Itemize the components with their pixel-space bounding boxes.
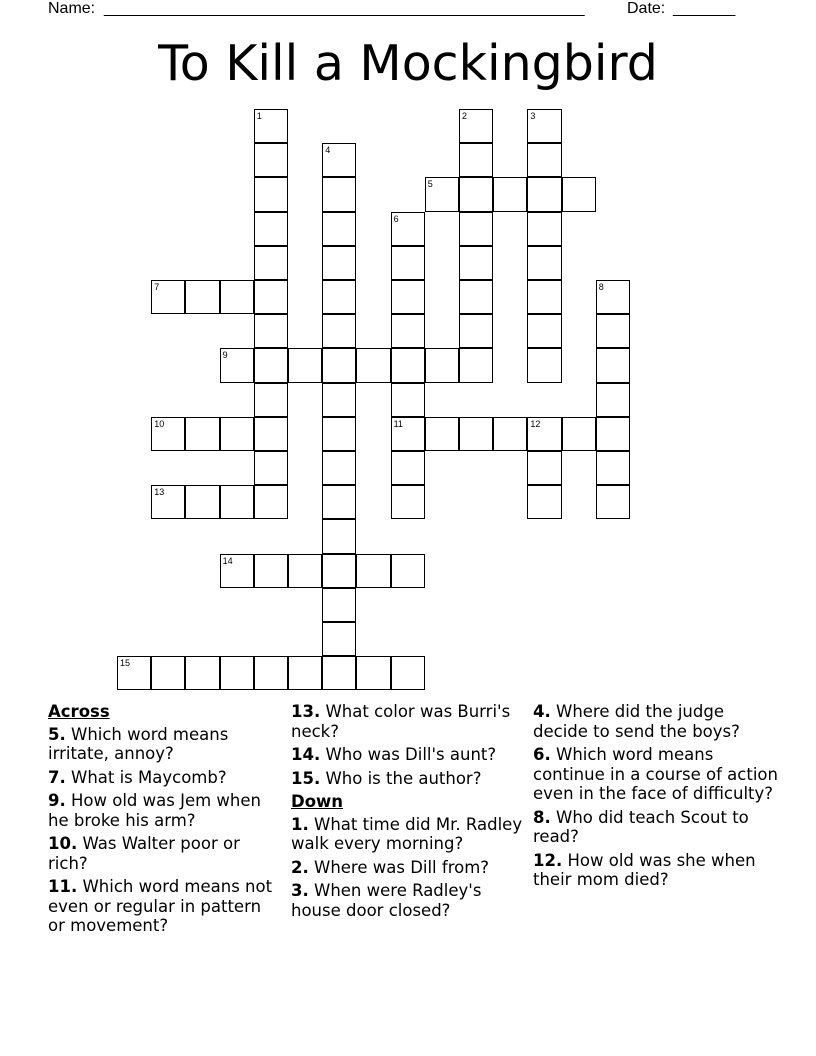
clue-down-6 <box>533 745 783 804</box>
clues-column-3 <box>533 702 783 894</box>
grid-cell[interactable] <box>562 177 596 211</box>
grid-cell[interactable] <box>596 383 630 417</box>
grid-cell[interactable] <box>322 417 356 451</box>
clue-across-7 <box>48 768 274 788</box>
grid-cell[interactable] <box>493 417 527 451</box>
grid-cell[interactable] <box>322 622 356 656</box>
clue-number-label: 12 <box>530 418 541 429</box>
grid-cell[interactable] <box>391 451 425 485</box>
grid-cell[interactable] <box>356 348 390 382</box>
grid-cell[interactable] <box>459 212 493 246</box>
grid-cell[interactable] <box>425 417 459 451</box>
grid-cell[interactable] <box>254 451 288 485</box>
clue-number: 13. <box>291 702 321 721</box>
puzzle-title: To Kill a Mockingbird <box>158 35 658 92</box>
grid-cell[interactable] <box>459 417 493 451</box>
name-field[interactable]: ______________________________________________________ <box>104 0 585 17</box>
grid-cell[interactable] <box>596 451 630 485</box>
grid-cell[interactable] <box>322 280 356 314</box>
grid-cell[interactable] <box>391 280 425 314</box>
clue-number-label: 6 <box>393 213 399 224</box>
grid-cell[interactable] <box>254 554 288 588</box>
grid-cell[interactable] <box>527 314 561 348</box>
clue-number: 4. <box>533 702 551 721</box>
clue-down-2 <box>291 858 526 878</box>
clue-number: 3. <box>291 881 309 900</box>
clue-number-label: 1 <box>256 111 262 121</box>
grid-cell[interactable] <box>322 451 356 485</box>
grid-cell[interactable] <box>185 656 219 690</box>
clue-number-label: 15 <box>120 658 131 669</box>
clue-across-5 <box>48 725 274 764</box>
worksheet-header <box>48 0 768 20</box>
grid-cell[interactable] <box>459 177 493 211</box>
grid-cell[interactable] <box>254 212 288 246</box>
clue-number: 8. <box>533 807 551 827</box>
clue-number: 5. <box>48 724 66 744</box>
grid-cell[interactable] <box>322 177 356 211</box>
grid-cell[interactable] <box>220 417 254 451</box>
clue-number: 1. <box>291 814 309 834</box>
clue-text: Where did the judge decide to send the boys? <box>533 702 740 741</box>
clue-number-label: 4 <box>325 145 331 156</box>
clue-number-label: 9 <box>222 350 228 361</box>
clue-number-label: 7 <box>154 282 160 292</box>
grid-cell[interactable] <box>527 246 561 280</box>
grid-cell[interactable] <box>322 656 356 690</box>
grid-cell[interactable] <box>562 417 596 451</box>
grid-cell[interactable] <box>254 143 288 177</box>
grid-cell[interactable] <box>322 485 356 519</box>
clue-text: How old was Jem when he broke his arm? <box>48 791 261 830</box>
clue-across-9 <box>48 791 274 830</box>
grid-cell[interactable] <box>254 314 288 348</box>
grid-cell[interactable] <box>288 656 322 690</box>
clue-text: Which word means not even or regular in pattern or movement? <box>48 877 273 935</box>
grid-cell[interactable] <box>185 417 219 451</box>
date-label: Date: <box>627 0 666 17</box>
grid-cell[interactable] <box>254 280 288 314</box>
clue-text: Which word means irritate, annoy? <box>48 724 229 763</box>
grid-cell[interactable] <box>459 246 493 280</box>
grid-cell[interactable] <box>322 554 356 588</box>
grid-cell[interactable] <box>151 656 185 690</box>
clue-number: 6. <box>533 745 551 764</box>
grid-cell[interactable] <box>185 280 219 314</box>
grid-cell[interactable] <box>220 656 254 690</box>
clue-number-label: 5 <box>427 179 433 190</box>
grid-cell[interactable] <box>459 280 493 314</box>
clue-down-4 <box>533 702 783 741</box>
clue-text: What color was Burri's neck? <box>291 702 511 741</box>
grid-cell[interactable] <box>596 485 630 519</box>
clue-text: Was Walter poor or rich? <box>48 834 240 873</box>
clues-column-1 <box>48 702 274 940</box>
clue-number: 12. <box>533 850 563 870</box>
grid-cell[interactable] <box>493 177 527 211</box>
clue-text: When were Radley's house door closed? <box>291 881 482 920</box>
grid-cell[interactable] <box>254 417 288 451</box>
clue-text: Where was Dill from? <box>314 857 490 877</box>
clue-number-label: 14 <box>222 555 233 566</box>
clue-number: 15. <box>291 768 321 788</box>
grid-cell[interactable] <box>596 348 630 382</box>
grid-cell[interactable] <box>527 485 561 519</box>
grid-cell[interactable] <box>322 246 356 280</box>
grid-cell[interactable] <box>254 348 288 382</box>
grid-cell[interactable] <box>322 588 356 622</box>
clue-number-label: 2 <box>462 111 468 121</box>
grid-cell[interactable] <box>254 177 288 211</box>
date-field[interactable]: _______ <box>673 0 736 17</box>
clue-text: Who was Dill's aunt? <box>325 745 497 764</box>
clue-across-11 <box>48 877 274 936</box>
grid-cell[interactable] <box>527 451 561 485</box>
clue-number-label: 3 <box>530 111 536 121</box>
clue-across-13 <box>291 702 526 741</box>
clue-number-label: 8 <box>598 282 604 292</box>
clue-text: Who is the author? <box>325 768 482 788</box>
clue-number: 9. <box>48 791 66 810</box>
grid-cell[interactable] <box>356 554 390 588</box>
down-heading: Down <box>291 792 344 811</box>
grid-cell[interactable] <box>596 417 630 451</box>
clue-across-14 <box>291 745 526 765</box>
clue-text: What is Maycomb? <box>71 767 227 787</box>
grid-cell[interactable] <box>596 314 630 348</box>
grid-cell[interactable] <box>254 656 288 690</box>
grid-cell[interactable] <box>459 314 493 348</box>
name-label: Name: <box>48 0 96 17</box>
grid-cell[interactable] <box>391 246 425 280</box>
grid-cell[interactable] <box>527 348 561 382</box>
clue-text: How old was she when their mom died? <box>533 850 756 889</box>
clue-number: 11. <box>48 877 78 896</box>
grid-cell[interactable] <box>220 280 254 314</box>
clue-number-label: 13 <box>154 487 165 498</box>
grid-cell[interactable] <box>185 485 219 519</box>
grid-cell[interactable] <box>322 314 356 348</box>
clue-down-1 <box>291 815 526 854</box>
clue-down-8 <box>533 808 783 847</box>
clues-column-2 <box>291 702 526 924</box>
grid-cell[interactable] <box>356 656 390 690</box>
grid-cell[interactable] <box>527 212 561 246</box>
grid-cell[interactable] <box>527 143 561 177</box>
grid-cell[interactable] <box>288 348 322 382</box>
grid-cell[interactable] <box>459 143 493 177</box>
clue-number: 14. <box>291 745 321 764</box>
clue-across-10 <box>48 834 274 873</box>
grid-cell[interactable] <box>322 212 356 246</box>
clue-down-12 <box>533 851 783 890</box>
crossword-grid <box>117 109 631 691</box>
grid-cell[interactable] <box>391 348 425 382</box>
grid-cell[interactable] <box>391 656 425 690</box>
clue-number-label: 11 <box>393 418 403 429</box>
clue-number: 10. <box>48 834 78 853</box>
clue-text: What time did Mr. Radley walk every morning? <box>291 814 523 853</box>
clue-number-label: 10 <box>154 418 165 429</box>
grid-cell[interactable] <box>425 348 459 382</box>
clue-number: 2. <box>291 857 309 877</box>
grid-cell[interactable] <box>527 177 561 211</box>
across-heading: Across <box>48 702 110 721</box>
clue-across-15 <box>291 769 526 789</box>
grid-cell[interactable] <box>391 485 425 519</box>
grid-cell[interactable] <box>459 348 493 382</box>
grid-cell[interactable] <box>322 383 356 417</box>
grid-cell[interactable] <box>220 485 254 519</box>
grid-cell[interactable] <box>527 280 561 314</box>
clue-number: 7. <box>48 767 66 787</box>
clue-text: Which word means continue in a course of action even in the face of difficulty? <box>533 745 778 803</box>
grid-cell[interactable] <box>391 383 425 417</box>
grid-cell[interactable] <box>322 519 356 553</box>
grid-cell[interactable] <box>254 246 288 280</box>
grid-cell[interactable] <box>254 383 288 417</box>
grid-cell[interactable] <box>254 485 288 519</box>
grid-cell[interactable] <box>322 348 356 382</box>
grid-cell[interactable] <box>391 554 425 588</box>
grid-cell[interactable] <box>391 314 425 348</box>
clue-text: Who did teach Scout to read? <box>533 807 749 846</box>
clue-down-3 <box>291 881 526 920</box>
grid-cell[interactable] <box>288 554 322 588</box>
